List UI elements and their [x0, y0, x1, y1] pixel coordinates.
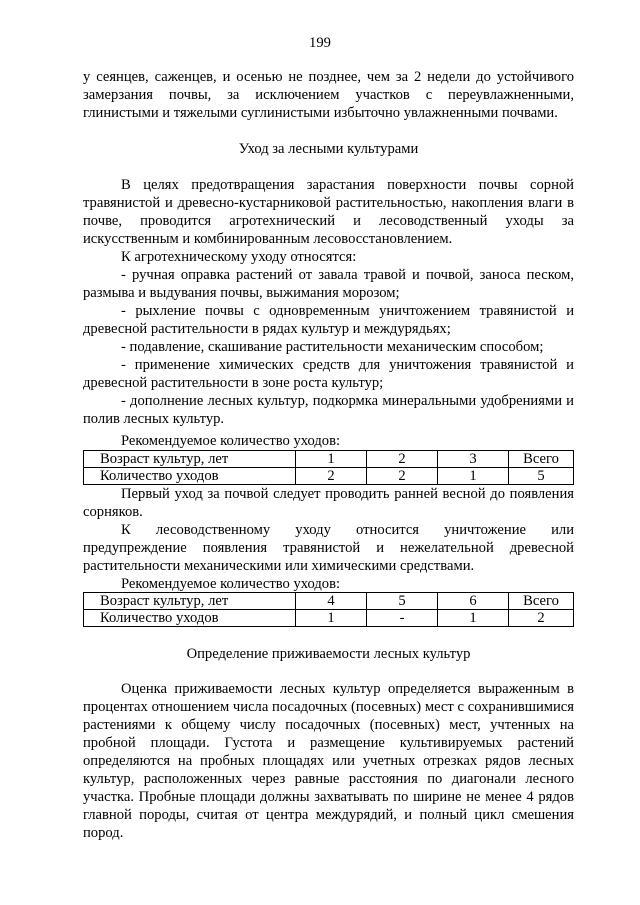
table1-caption-block [83, 432, 574, 450]
table-cell: 2 [367, 468, 438, 485]
agro-care-item: - рыхление почвы с одновременным уничтожением травянистой и древесной растительности в рядах культур и междурядьях; [83, 303, 574, 337]
agro-care-item: - дополнение лесных культур, подкормка минеральными удобрениями и полив лесных культур. [83, 393, 574, 427]
table-cell: 3 [438, 451, 509, 468]
table-cell: 5 [367, 593, 438, 610]
silvi-care-paragraph: К лесоводственному уходу относится уничтожение или предупреждение появления травянистой и нежелательной древесной растительности механическими или химическими средствами. [83, 522, 574, 574]
table-cell: Возраст культур, лет [84, 593, 296, 610]
table-cell: Всего [509, 593, 574, 610]
silvi-care-block [83, 485, 574, 593]
table-row [84, 610, 574, 627]
table-cell: 6 [438, 593, 509, 610]
section-title-care: Уход за лесными культурами [238, 141, 419, 157]
table-cell: 1 [296, 451, 367, 468]
table2-caption: Рекомендуемое количество уходов: [121, 576, 341, 592]
agro-care-item: - ручная оправка растений от завала травой и почвой, заноса песком, размыва и выдувания почвы, выжимания морозом; [83, 267, 574, 301]
table-cell: 2 [509, 610, 574, 627]
survival-body-block [83, 680, 574, 842]
table-row [84, 451, 574, 468]
table-cell: Количество уходов [84, 610, 296, 627]
table-cell: Количество уходов [84, 468, 296, 485]
intro-paragraph: у сеянцев, саженцев, и осенью не позднее, чем за 2 недели до устойчивого замерзания почвы, за исключением участков с переувлажненными, глинистыми и тяжелыми суглинистыми избыточно увлажненными почвами. [83, 69, 574, 121]
table-row [84, 593, 574, 610]
page-number: 199 [309, 35, 331, 51]
section-title-survival: Определение приживаемости лесных культур [186, 646, 471, 662]
table-cell: 1 [296, 610, 367, 627]
care-count-table-2 [83, 592, 574, 627]
survival-paragraph: Оценка приживаемости лесных культур определяется выраженным в процентах отношением числа посадочных (посевных) мест с сохранившимися растениями к общему числу посадочных (посевных) мест, учтенных на пробной площади. Густота и размещение культивируемых растений определяются на пробных площадях или учетных отрезках рядов лесных культур, расположенных через равные расстояния по диагонали лесного участка. Пробные площади должны захватывать по ширине не менее 4 рядов главной породы, считая от центра междурядий, и полный цикл смешения пород. [83, 681, 574, 841]
table-cell: 4 [296, 593, 367, 610]
table-cell: - [367, 610, 438, 627]
agro-care-item: - подавление, скашивание растительности механическим способом; [121, 339, 544, 355]
table-cell: 1 [438, 610, 509, 627]
agro-care-item: - применение химических средств для уничтожения травянистой и древесной растительности в зоне роста культур; [83, 357, 574, 391]
agro-care-intro: К агротехническому уходу относятся: [121, 249, 357, 265]
first-care-paragraph: Первый уход за почвой следует проводить ранней весной до появления сорняков. [83, 486, 574, 520]
care-count-table-1 [83, 450, 574, 485]
table-cell: Возраст культур, лет [84, 451, 296, 468]
table-cell: 2 [367, 451, 438, 468]
table-cell: 5 [509, 468, 574, 485]
care-intro-paragraph: В целях предотвращения зарастания поверхности почвы сорной травянистой и древесно-кустарниковой растительностью, накопления влаги в почве, проводится агротехнический и лесоводственный уходы за искусственным и комбинированным лесовосстановлением. [83, 177, 574, 247]
table-row [84, 468, 574, 485]
intro-paragraph-block [83, 68, 574, 122]
table-cell: 1 [438, 468, 509, 485]
table-cell: Всего [509, 451, 574, 468]
care-body-block [83, 176, 574, 428]
table-cell: 2 [296, 468, 367, 485]
table1-caption: Рекомендуемое количество уходов: [121, 433, 341, 449]
